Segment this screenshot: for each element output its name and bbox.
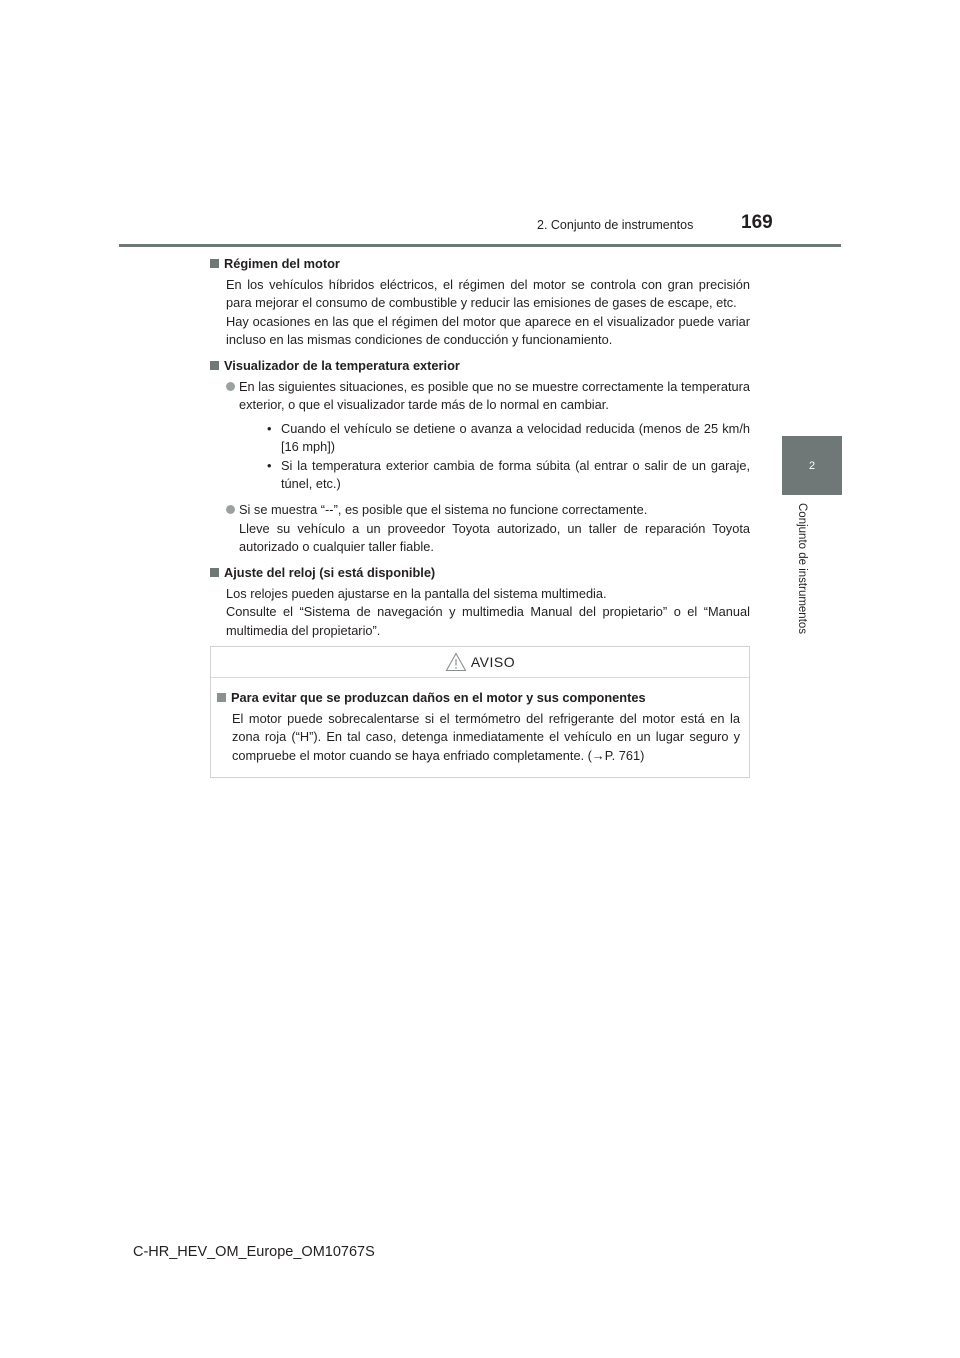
- square-bullet-icon: [210, 259, 219, 268]
- sub-list: [267, 420, 750, 494]
- round-bullet-icon: [226, 505, 235, 514]
- section-title: [210, 357, 750, 375]
- paragraph: Consulte el “Sistema de navegación y multimedia Manual del propietario” o el “Manual multimedia del propietario”.: [226, 604, 750, 638]
- warning-triangle-icon: [445, 652, 467, 672]
- section-reloj: [210, 564, 750, 640]
- section-title-text: Ajuste del reloj (si está disponible): [224, 565, 436, 581]
- chapter-tab-label: Conjunto de instrumentos: [796, 503, 808, 635]
- square-bullet-icon: [210, 568, 219, 577]
- list-item: [267, 457, 750, 493]
- list-item: [267, 420, 750, 456]
- section-temperatura: [210, 357, 750, 556]
- section-title: [210, 564, 750, 582]
- section-title-text: Régimen del motor: [224, 256, 340, 271]
- round-bullet-icon: [226, 382, 235, 391]
- bullet-text: En las siguientes situaciones, es posible que no se muestre correctamente la temperatura exterior, o que el visualizador tarde más de lo normal en cambiar.: [239, 379, 750, 413]
- warning-heading: [211, 647, 749, 678]
- paragraph: El motor puede sobrecalentarse si el termómetro del refrigerante del motor está en la zona roja (“H”). En tal caso, detenga inmediatamente el vehículo en un lugar seguro y compruebe el motor cuando se haya enfriado completamente. (→P. 761): [232, 711, 740, 763]
- chapter-tab[interactable]: [782, 436, 842, 495]
- paragraph: Hay ocasiones en las que el régimen del motor que aparece en el visualizador puede variar incluso en las mismas condiciones de conducción y funcionamiento.: [226, 313, 750, 347]
- running-header-section: 2. Conjunto de instrumentos: [537, 218, 694, 232]
- section-body: [226, 585, 750, 640]
- section-regimen: [210, 255, 750, 349]
- section-body: [226, 276, 750, 349]
- warning-box: [210, 646, 750, 778]
- dot-marker: •: [267, 420, 272, 436]
- list-item-text: Si la temperatura exterior cambia de forma súbita (al entrar o salir de un garaje, túnel, etc.): [281, 458, 750, 492]
- chapter-tab-number: 2: [808, 459, 816, 472]
- header-rule: [119, 244, 841, 247]
- warning-heading-text: AVISO: [470, 654, 516, 670]
- square-bullet-icon: [217, 693, 226, 702]
- warning-text: [232, 710, 740, 765]
- section-title-text: Visualizador de la temperatura exterior: [224, 358, 460, 374]
- bullet-item: [226, 501, 750, 556]
- page-number: 169: [741, 212, 773, 233]
- paragraph: Los relojes pueden ajustarse en la pantalla del sistema multimedia.: [226, 586, 607, 602]
- page-content: [210, 255, 750, 645]
- list-item-text: Cuando el vehículo se detiene o avanza a velocidad reducida (menos de 25 km/h [16 mph]): [281, 420, 750, 454]
- square-bullet-icon: [210, 361, 219, 370]
- warning-body: [211, 678, 749, 765]
- bullet-item: [226, 378, 750, 498]
- dot-marker: •: [267, 458, 272, 474]
- bullet-text: Lleve su vehículo a un proveedor Toyota autorizado, un taller de reparación Toyota autorizado o cualquier taller fiable.: [239, 520, 750, 554]
- warning-title-text: Para evitar que se produzcan daños en el motor y sus componentes: [231, 690, 646, 705]
- section-title: [210, 255, 750, 273]
- warning-title: [217, 689, 740, 707]
- document-code: C-HR_HEV_OM_Europe_OM10767S: [133, 1244, 375, 1260]
- bullet-text: Si se muestra “--”, es posible que el sistema no funcione correctamente.: [239, 502, 648, 518]
- paragraph: En los vehículos híbridos eléctricos, el régimen del motor se controla con gran precisión para mejorar el consumo de combustible y reducir las emisiones de gases de escape, etc.: [226, 277, 750, 311]
